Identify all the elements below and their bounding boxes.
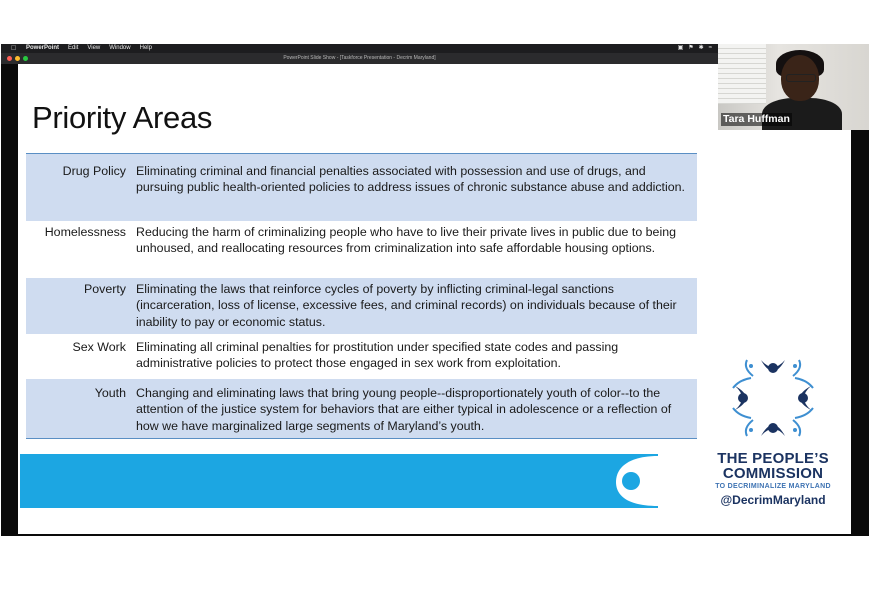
- screen-icon[interactable]: ▣: [677, 45, 684, 51]
- table-row: [26, 334, 697, 379]
- banner-emblem-icon: [588, 454, 658, 508]
- row-label: Poverty: [83, 282, 126, 296]
- menu-help[interactable]: Help: [139, 45, 152, 51]
- footer-banner: [20, 454, 658, 508]
- peoples-commission-logo: [708, 350, 838, 510]
- window-titlebar: [1, 53, 718, 64]
- menubar-status-icons: [678, 44, 712, 53]
- participant-name: Tara Huffman: [723, 113, 790, 125]
- menu-view[interactable]: View: [87, 45, 101, 51]
- table-row: [26, 154, 697, 221]
- zoom-window-button[interactable]: [23, 56, 28, 61]
- table-row: [26, 278, 697, 334]
- logo-line-2: COMMISSION: [722, 465, 824, 482]
- row-description: Changing and eliminating laws that bring young people--disproportionately youth of color--to the attention of the justice system for behaviors that are either typical in adolescence or a reflection of how we have marginalized large segments of Maryland’s youth.: [136, 386, 672, 433]
- flag-icon[interactable]: ⚑: [688, 45, 694, 51]
- row-description: Eliminating all criminal penalties for prostitution under specified state codes and passing administrative policies to protect those engaged in sex work from exploitation.: [136, 340, 619, 371]
- logo-line-1: THE PEOPLE’S: [717, 450, 829, 467]
- table-row: [26, 379, 697, 438]
- row-description: Eliminating the laws that reinforce cycles of poverty by inflicting criminal-legal sanctions (incarceration, loss of license, excessive fees, and criminal records) on individuals because of their inability to pay or economic status.: [136, 282, 677, 329]
- participant-glasses: [786, 74, 816, 82]
- row-label: Youth: [94, 386, 126, 400]
- menu-app-powerpoint[interactable]: PowerPoint: [26, 45, 60, 51]
- apple-icon[interactable]: [11, 44, 18, 53]
- table-row: [26, 221, 697, 278]
- row-description: Eliminating criminal and financial penalties associated with possession and use of drugs, and pursuing public health-oriented policies to address issues of chronic substance abuse and addiction.: [136, 164, 685, 195]
- people-circle-logo-icon: [708, 350, 838, 450]
- window-title: PowerPoint Slide Show - [Taskforce Presentation - Decrim Maryland]: [283, 55, 436, 61]
- logo-handle: @DecrimMaryland: [720, 493, 826, 507]
- mac-menubar: [1, 44, 718, 53]
- minimize-window-button[interactable]: [15, 56, 20, 61]
- row-label: Drug Policy: [62, 164, 126, 178]
- bluetooth-icon[interactable]: ✱: [698, 45, 704, 51]
- presentation-slide[interactable]: [18, 64, 851, 534]
- row-label: Homelessness: [44, 225, 126, 239]
- row-label: Sex Work: [72, 340, 126, 354]
- video-window-blind: [718, 44, 766, 104]
- close-window-button[interactable]: [7, 56, 12, 61]
- slide-title: Priority Areas: [32, 100, 213, 135]
- priority-areas-table: [26, 153, 697, 439]
- menu-window[interactable]: Window: [109, 45, 131, 51]
- row-description: Reducing the harm of criminalizing people who have to live their private lives in public due to being unhoused, and reallocating resources from criminalization into safe affordable housing options.: [136, 225, 676, 256]
- window-controls: [7, 56, 28, 61]
- menu-edit[interactable]: Edit: [68, 45, 79, 51]
- logo-line-3: TO DECRIMINALIZE MARYLAND: [715, 483, 831, 490]
- participant-video-tile[interactable]: [718, 44, 869, 130]
- wifi-icon[interactable]: ≈: [708, 45, 712, 51]
